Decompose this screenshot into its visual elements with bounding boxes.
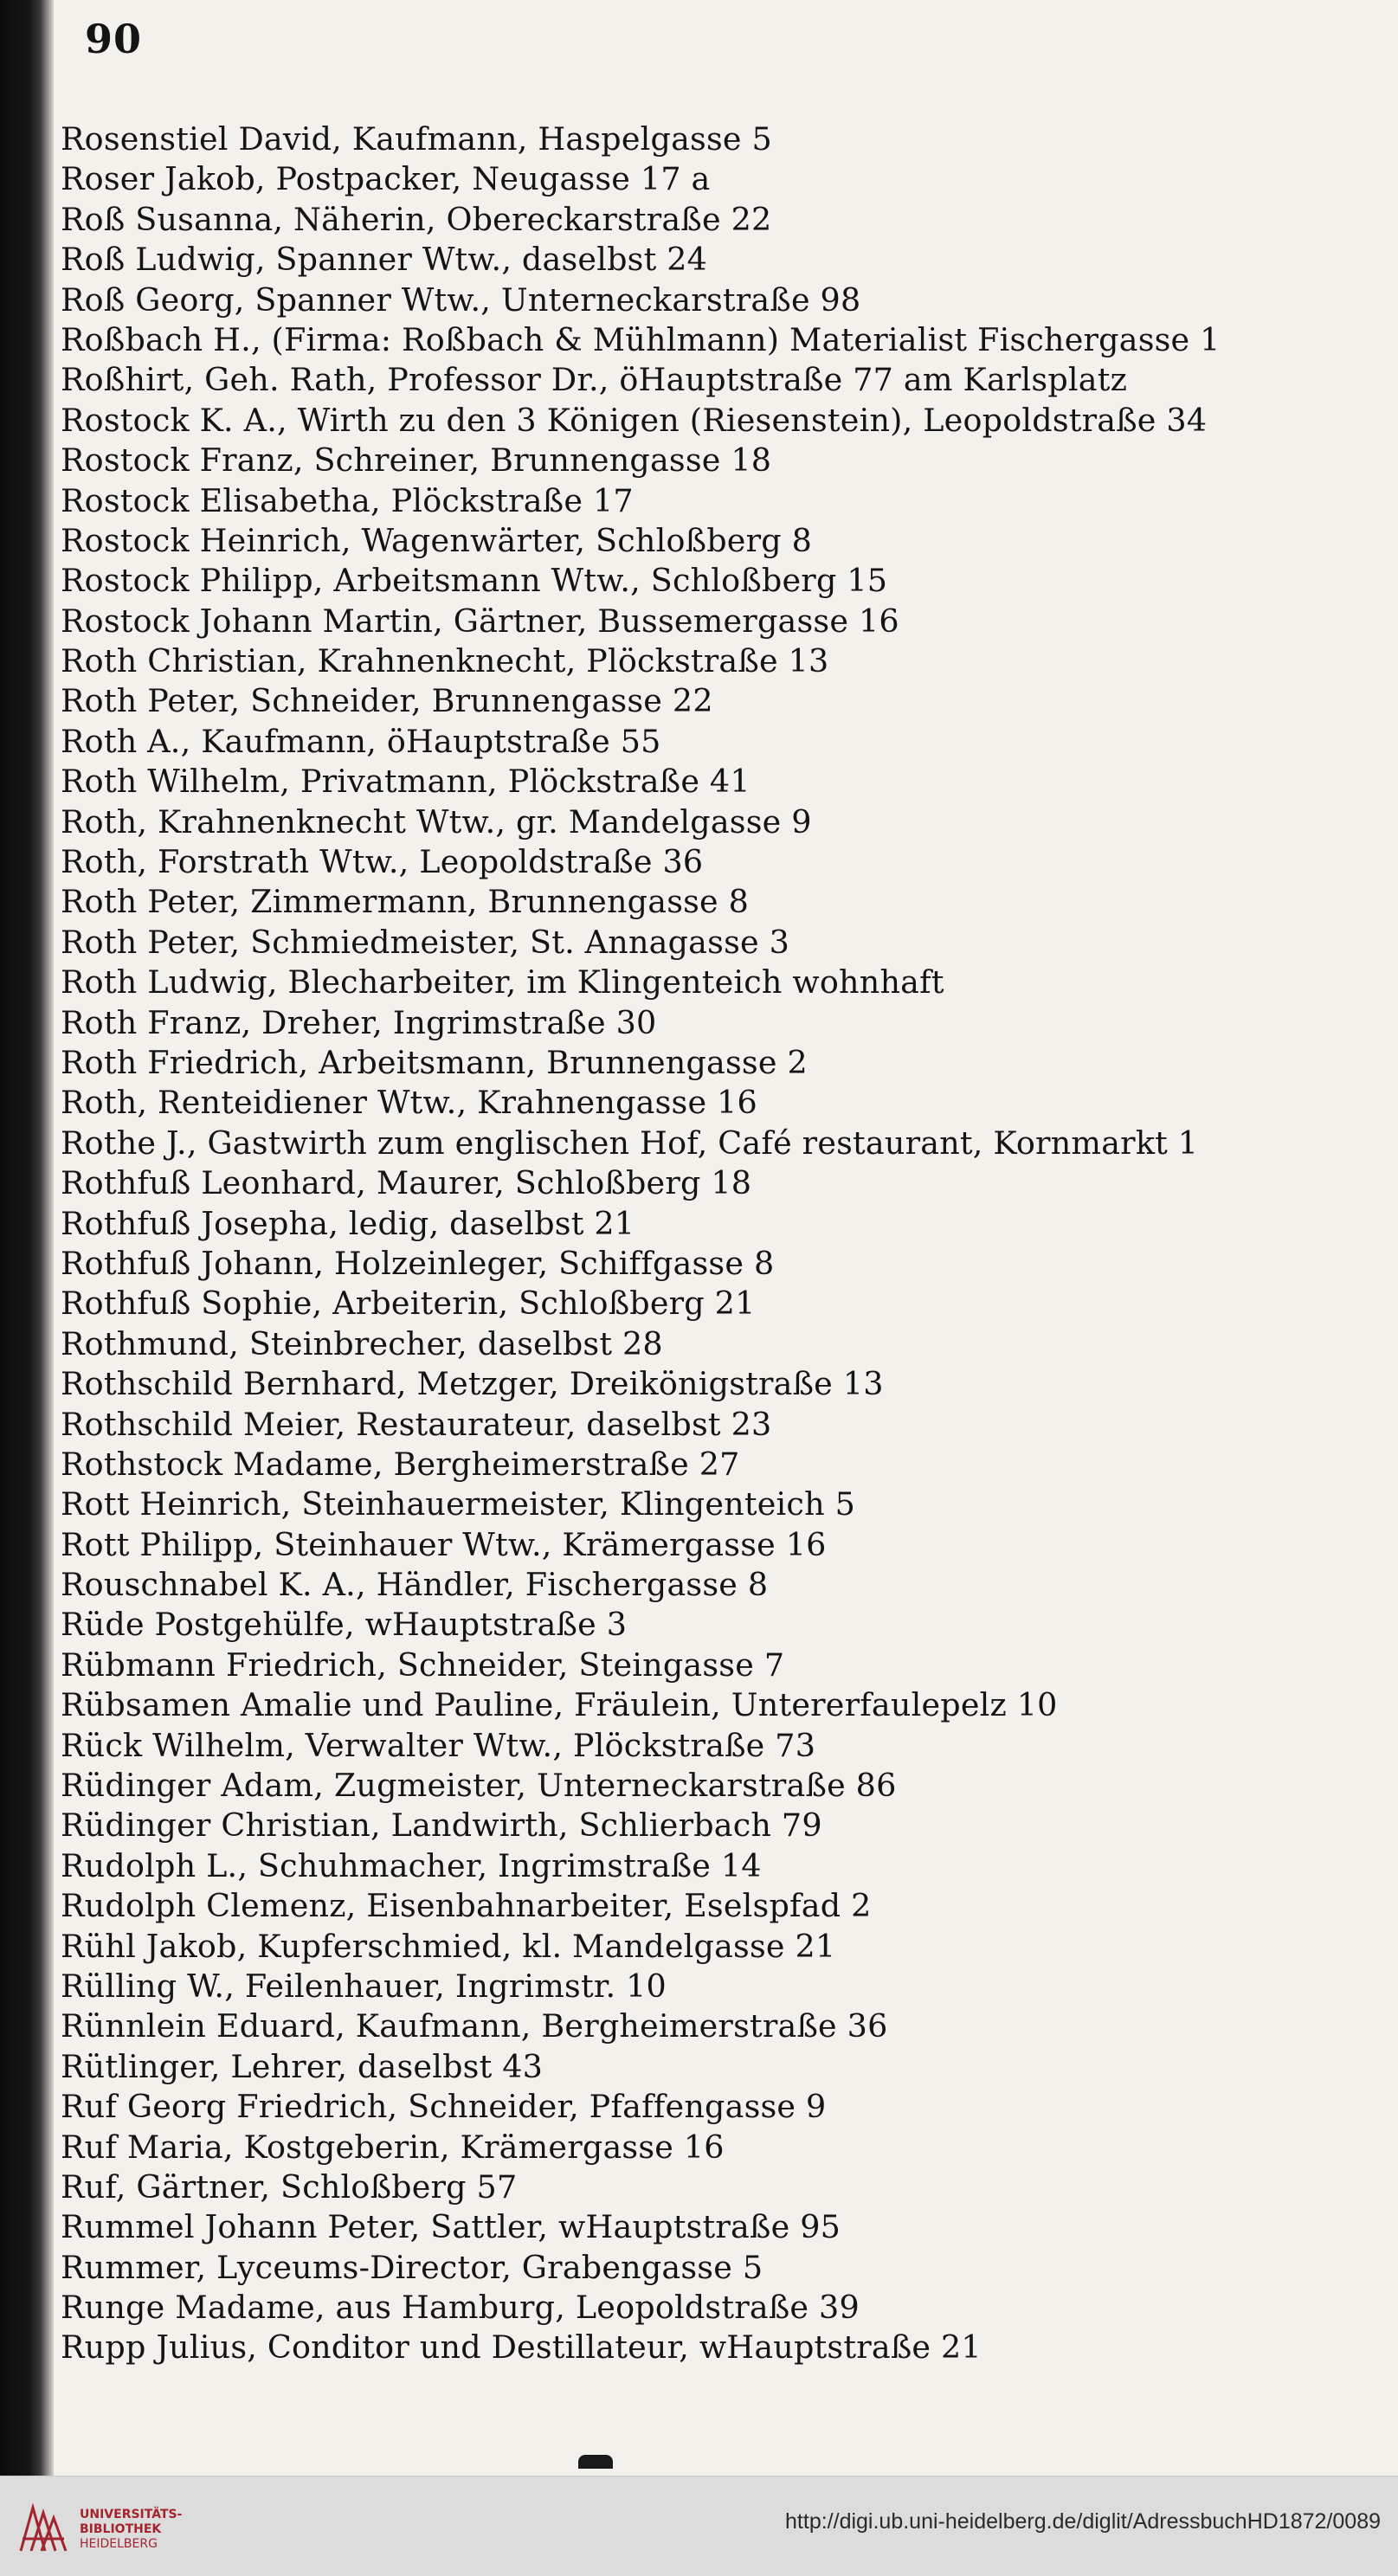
directory-entry: Roth, Renteidiener Wtw., Krahnengasse 16 xyxy=(61,1084,757,1122)
directory-entry: Roth Peter, Zimmermann, Brunnengasse 8 xyxy=(61,883,750,921)
institution-line: BIBLIOTHEK xyxy=(80,2522,162,2536)
directory-entry: Rübsamen Amalie und Pauline, Fräulein, Untererfaulepelz 10 xyxy=(61,1686,1058,1724)
directory-entry: Rünnlein Eduard, Kaufmann, Bergheimerstraße 36 xyxy=(61,2007,888,2045)
university-library-logo-icon xyxy=(16,2502,71,2554)
directory-entry: Roth, Krahnenknecht Wtw., gr. Mandelgasse 9 xyxy=(61,802,812,840)
directory-entry: Rostock K. A., Wirth zu den 3 Königen (Riesenstein), Leopoldstraße 34 xyxy=(61,401,1208,439)
ink-smudge xyxy=(578,2455,613,2469)
institution-line: UNIVERSITÄTS- xyxy=(80,2508,183,2521)
directory-entry: Rothe J., Gastwirth zum englischen Hof, Café restaurant, Kornmarkt 1 xyxy=(61,1124,1199,1162)
directory-entry: Rosenstiel David, Kaufmann, Haspelgasse 5 xyxy=(61,120,772,158)
directory-entry: Rühl Jakob, Kupferschmied, kl. Mandelgasse 21 xyxy=(61,1927,836,1965)
directory-entry: Roth Christian, Krahnenknecht, Plöckstraße 13 xyxy=(61,642,829,680)
directory-entry: Rothfuß Sophie, Arbeiterin, Schloßberg 21 xyxy=(61,1285,756,1323)
directory-entry: Rübmann Friedrich, Schneider, Steingasse 7 xyxy=(61,1645,785,1684)
directory-entry: Rouschnabel K. A., Händler, Fischergasse 8 xyxy=(61,1566,769,1604)
directory-entry: Roth Franz, Dreher, Ingrimstraße 30 xyxy=(61,1003,657,1041)
directory-entry: Rostock Franz, Schreiner, Brunnengasse 18 xyxy=(61,441,772,480)
binding-edge xyxy=(0,0,54,2476)
directory-entry: Rüde Postgehülfe, wHauptstraße 3 xyxy=(61,1606,628,1644)
directory-entry: Rothschild Meier, Restaurateur, daselbst 23 xyxy=(61,1405,772,1443)
directory-entry: Rütlinger, Lehrer, daselbst 43 xyxy=(61,2047,544,2085)
directory-entry: Ruf Georg Friedrich, Schneider, Pfaffengasse 9 xyxy=(61,2088,827,2126)
institution-line: HEIDELBERG xyxy=(80,2537,158,2551)
source-url[interactable]: http://digi.ub.uni-heidelberg.de/diglit/AdressbuchHD1872/0089 xyxy=(785,2509,1381,2534)
directory-entry: Rott Heinrich, Steinhauermeister, Klingenteich 5 xyxy=(61,1485,856,1523)
directory-entry: Roß Susanna, Näherin, Obereckarstraße 22 xyxy=(61,200,772,238)
directory-entry: Rüdinger Adam, Zugmeister, Unterneckarstraße 86 xyxy=(61,1767,897,1805)
directory-entry: Roth Peter, Schmiedmeister, St. Annagasse 3 xyxy=(61,923,790,961)
directory-entry: Roß Georg, Spanner Wtw., Unterneckarstraße 98 xyxy=(61,280,861,319)
directory-entry: Rothmund, Steinbrecher, daselbst 28 xyxy=(61,1324,663,1362)
directory-entry: Rüdinger Christian, Landwirth, Schlierbach 79 xyxy=(61,1806,822,1845)
directory-entry: Ruf Maria, Kostgeberin, Krämergasse 16 xyxy=(61,2128,725,2166)
directory-entry: Roth, Forstrath Wtw., Leopoldstraße 36 xyxy=(61,843,704,881)
directory-entry: Rudolph L., Schuhmacher, Ingrimstraße 14 xyxy=(61,1846,762,1884)
directory-entry-list xyxy=(61,119,1376,2368)
directory-entry: Rott Philipp, Steinhauer Wtw., Krämergasse 16 xyxy=(61,1525,827,1563)
directory-entry: Rothfuß Johann, Holzeinleger, Schiffgasse 8 xyxy=(61,1244,775,1282)
directory-entry: Rostock Heinrich, Wagenwärter, Schloßberg 8 xyxy=(61,521,813,559)
directory-entry: Roth Ludwig, Blecharbeiter, im Klingenteich wohnhaft xyxy=(61,963,944,1001)
directory-entry: Rudolph Clemenz, Eisenbahnarbeiter, Eselspfad 2 xyxy=(61,1887,872,1925)
directory-entry: Ruf, Gärtner, Schloßberg 57 xyxy=(61,2167,518,2206)
directory-entry: Roth Wilhelm, Privatmann, Plöckstraße 41 xyxy=(61,763,751,801)
directory-entry: Rupp Julius, Conditor und Destillateur, wHauptstraße 21 xyxy=(61,2328,982,2367)
directory-entry: Rummel Johann Peter, Sattler, wHauptstraße 95 xyxy=(61,2208,841,2246)
directory-entry: Rostock Johann Martin, Gärtner, Bussemergasse 16 xyxy=(61,602,899,640)
directory-entry: Roßbach H., (Firma: Roßbach & Mühlmann) Materialist Fischergasse 1 xyxy=(61,320,1221,358)
directory-entry: Rülling W., Feilenhauer, Ingrimstr. 10 xyxy=(61,1967,667,2005)
directory-entry: Rostock Philipp, Arbeitsmann Wtw., Schloßberg 15 xyxy=(61,562,888,600)
directory-entry: Rück Wilhelm, Verwalter Wtw., Plöckstraße 73 xyxy=(61,1726,816,1764)
directory-entry: Rostock Elisabetha, Plöckstraße 17 xyxy=(61,481,634,519)
directory-entry: Rothfuß Leonhard, Maurer, Schloßberg 18 xyxy=(61,1164,752,1202)
institution-name xyxy=(80,2508,182,2552)
directory-entry: Roser Jakob, Postpacker, Neugasse 17 a xyxy=(61,160,711,198)
directory-entry: Roth Friedrich, Arbeitsmann, Brunnengasse 2 xyxy=(61,1043,808,1081)
directory-entry: Roth A., Kaufmann, öHauptstraße 55 xyxy=(61,722,661,760)
viewer-footer xyxy=(0,2476,1398,2576)
directory-entry: Rothfuß Josepha, ledig, daselbst 21 xyxy=(61,1204,635,1242)
directory-entry: Rothschild Bernhard, Metzger, Dreikönigstraße 13 xyxy=(61,1365,884,1403)
directory-entry: Roßhirt, Geh. Rath, Professor Dr., öHauptstraße 77 am Karlsplatz xyxy=(61,361,1128,399)
page-number: 90 xyxy=(85,16,143,62)
directory-entry: Roß Ludwig, Spanner Wtw., daselbst 24 xyxy=(61,241,708,279)
directory-entry: Runge Madame, aus Hamburg, Leopoldstraße 39 xyxy=(61,2289,860,2327)
directory-entry: Roth Peter, Schneider, Brunnengasse 22 xyxy=(61,682,713,720)
directory-entry: Rummer, Lyceums-Director, Grabengasse 5 xyxy=(61,2248,763,2286)
directory-entry: Rothstock Madame, Bergheimerstraße 27 xyxy=(61,1445,740,1483)
